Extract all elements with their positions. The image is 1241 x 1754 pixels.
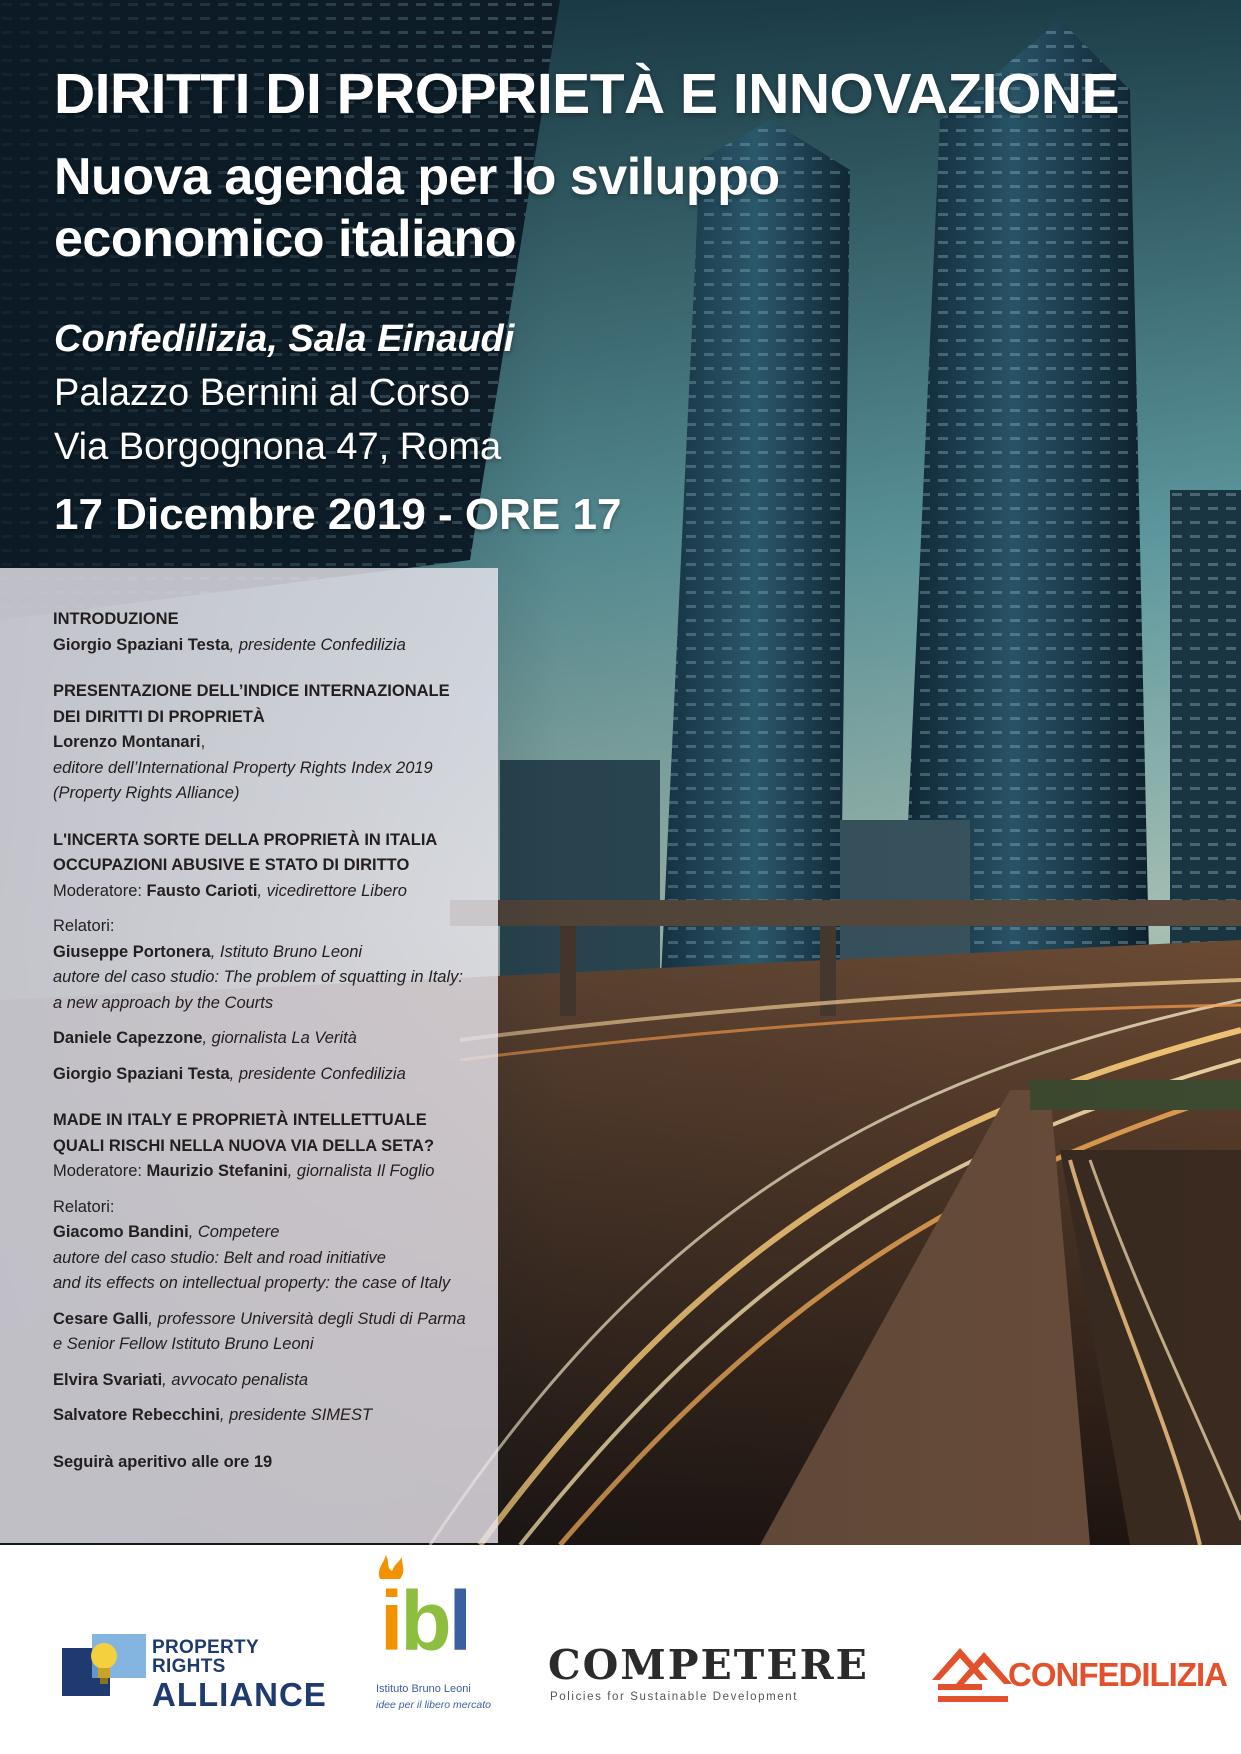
speaker-line [53,633,493,659]
date-separator: - [425,490,465,539]
speaker-line [53,1062,493,1088]
speaker-line [53,1368,493,1394]
moderator-label: Moderatore: [53,1162,147,1180]
speaker-line [53,1026,493,1052]
speaker-suffix: , [200,733,206,751]
speaker-role: , Competere [188,1223,280,1241]
sponsor-logos [0,1545,1241,1754]
speaker-role-line2: e Senior Fellow Istituto Bruno Leoni [53,1335,314,1353]
ibl-motto: idee per il libero mercato [376,1699,491,1711]
speaker-name: Salvatore Rebecchini [53,1406,220,1424]
speaker-role: , presidente SIMEST [219,1406,373,1424]
speaker-name: Cesare Galli [53,1309,149,1328]
confedilizia-logo [928,1640,1227,1720]
section-title-line2: DEI DIRITTI DI PROPRIETÀ [53,707,265,726]
ibl-letter-b: b [400,1574,449,1668]
moderator-label: Moderatore: [53,881,147,900]
ibl-name: Istituto Bruno Leoni [376,1683,471,1695]
closing-note: Seguirà aperitivo alle ore 19 [53,1452,273,1471]
lightbulb-icon [62,1630,146,1700]
speaker-name: Giorgio Spaziani Testa [53,635,230,654]
moderator-line [53,1159,493,1185]
speakers-label: Relatori: [53,1197,115,1216]
speaker-name: Giorgio Spaziani Testa [53,1064,230,1083]
speaker-role: , giornalista La Verità [202,1029,357,1047]
pra-top-text: PROPERTY RIGHTS [152,1637,259,1677]
ibl-letter-l: l [448,1574,469,1668]
event-date: 17 Dicembre 2019 [54,490,426,539]
speaker-name: Giacomo Bandini [53,1223,189,1241]
speaker-line [53,940,493,966]
speakers-label: Relatori: [53,917,115,935]
competere-wordmark: COMPETERE [548,1641,869,1689]
ibl-wordmark [380,1574,469,1668]
moderator-line [53,879,493,905]
venue-address: Via Borgognona 47, Roma [54,426,502,468]
speaker-note-line2: a new approach by the Courts [53,993,274,1012]
speaker-role: , presidente Confedilizia [229,1064,406,1083]
pra-wordmark [152,1638,327,1711]
speaker-line [53,1307,493,1333]
house-icon [928,1640,1014,1710]
speaker-note-line2: and its effects on intellectual property: the case of Italy [53,1274,451,1292]
event-time: ORE 17 [464,490,622,539]
speaker-role-line2: (Property Rights Alliance) [53,784,240,802]
section-title-line1: L'INCERTA SORTE DELLA PROPRIETÀ IN ITALIA [53,830,438,849]
property-rights-alliance-logo [62,1630,327,1713]
section-title: INTRODUZIONE [53,610,179,628]
competere-logo [548,1641,869,1705]
speaker-name: Daniele Capezzone [53,1029,203,1047]
speaker-role-line1: editore dell’International Property Rights Index 2019 [53,758,433,777]
venue-block [54,312,514,474]
pra-bottom-text: ALLIANCE [152,1676,327,1713]
program-section-squatting [53,828,493,1088]
program-section-index [53,679,493,807]
confedilizia-wordmark: CONFEDILIZIA [1008,1656,1227,1693]
speaker-line [53,730,493,756]
speaker-role: , professore Università degli Studi di Parma [148,1309,466,1328]
ibl-letter-i: i [380,1574,401,1668]
program-section-intro [53,607,493,658]
venue-name: Confedilizia, Sala Einaudi [54,318,515,360]
speaker-role: , Istituto Bruno Leoni [210,942,363,961]
speaker-note-line1: autore del caso studio: Belt and road initiative [53,1248,386,1267]
section-title-line2: QUALI RISCHI NELLA NUOVA VIA DELLA SETA? [53,1136,435,1155]
moderator-role: , vicedirettore Libero [257,881,407,900]
event-title: DIRITTI DI PROPRIETÀ E INNOVAZIONE [54,62,1119,126]
competere-tagline: Policies for Sustainable Development [550,1691,799,1703]
istituto-bruno-leoni-logo [372,1573,512,1723]
speaker-role: , avvocato penalista [162,1370,308,1389]
section-title-line1: PRESENTAZIONE DELL’INDICE INTERNAZIONALE [53,682,450,700]
section-title-line2: OCCUPAZIONI ABUSIVE E STATO DI DIRITTO [53,856,410,874]
speaker-name: Elvira Svariati [53,1370,163,1389]
program-list [53,607,493,1475]
event-datetime [54,488,621,542]
section-title-line1: MADE IN ITALY E PROPRIETÀ INTELLETTUALE [53,1111,427,1129]
speaker-note-line1: autore del caso studio: The problem of squatting in Italy: [53,968,463,986]
venue-building: Palazzo Bernini al Corso [54,372,471,414]
speaker-role: , presidente Confedilizia [229,635,406,654]
speaker-line [53,1403,493,1429]
moderator-role: , giornalista Il Foglio [287,1162,435,1180]
event-subtitle: Nuova agenda per lo sviluppo economico italiano [54,148,780,268]
speaker-name: Lorenzo Montanari [53,733,201,751]
program-section-silk-road [53,1108,493,1429]
moderator-name: Maurizio Stefanini [146,1162,288,1180]
moderator-name: Fausto Carioti [146,881,258,900]
speaker-line [53,1220,493,1246]
speaker-name: Giuseppe Portonera [53,942,211,961]
